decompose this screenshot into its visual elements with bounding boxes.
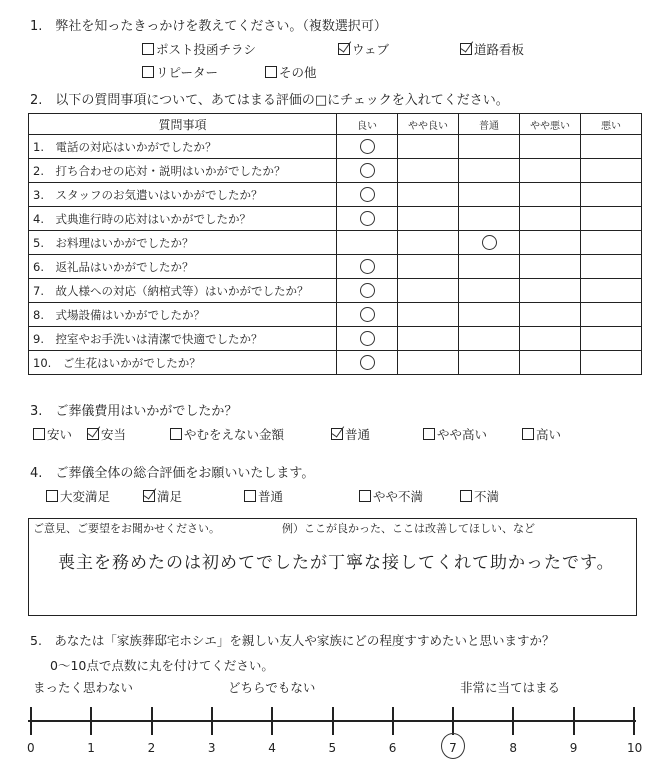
scale-label-low: まったく思わない bbox=[33, 680, 134, 695]
rating-cell[interactable] bbox=[459, 303, 520, 327]
rating-cell[interactable] bbox=[398, 279, 459, 303]
score-number[interactable]: 1 bbox=[87, 741, 95, 755]
q3-option-acceptable[interactable]: やむをえない金額 bbox=[170, 425, 284, 443]
rating-row bbox=[29, 279, 642, 303]
q2-heading: 2. 以下の質問事項について、あてはまる評価の□にチェックを入れてください。 bbox=[30, 93, 509, 108]
score-number[interactable]: 7 bbox=[449, 741, 457, 755]
rating-cell[interactable] bbox=[581, 351, 642, 375]
rating-cell[interactable] bbox=[520, 351, 581, 375]
rating-cell[interactable] bbox=[581, 255, 642, 279]
q1-option-billboard[interactable]: 道路看板 bbox=[460, 40, 524, 58]
score-tick bbox=[211, 707, 213, 735]
rating-cell[interactable] bbox=[581, 327, 642, 351]
checkbox[interactable] bbox=[33, 428, 45, 440]
checkbox-checked[interactable] bbox=[338, 43, 350, 55]
score-tick bbox=[573, 707, 575, 735]
rating-rows bbox=[29, 135, 642, 375]
score-number[interactable]: 3 bbox=[207, 741, 216, 755]
col-header-question: 質問事項 bbox=[29, 114, 337, 135]
score-number[interactable]: 0 bbox=[27, 741, 35, 755]
rating-cell[interactable] bbox=[459, 231, 520, 255]
rating-cell[interactable] bbox=[459, 327, 520, 351]
checkbox[interactable] bbox=[46, 490, 58, 502]
rating-question: 7. 故人様への対応（納棺式等）はいかがでしたか？ bbox=[29, 279, 337, 303]
rating-question: 4. 式典進行時の応対はいかがでしたか？ bbox=[29, 207, 337, 231]
rating-cell[interactable] bbox=[581, 279, 642, 303]
q1-option-other[interactable]: その他 bbox=[265, 63, 317, 81]
rating-cell[interactable] bbox=[581, 135, 642, 159]
q4-option-satisfied[interactable]: 満足 bbox=[143, 487, 182, 505]
rating-cell[interactable] bbox=[337, 183, 398, 207]
rating-question: 6. 返礼品はいかがでしたか？ bbox=[29, 255, 337, 279]
rating-question: 10. ご生花はいかがでしたか？ bbox=[29, 351, 337, 375]
checkbox[interactable] bbox=[522, 428, 534, 440]
score-tick bbox=[30, 707, 32, 735]
q5-instruction: 0〜10点で点数に丸を付けてください。 bbox=[50, 658, 274, 673]
rating-row bbox=[29, 183, 642, 207]
q4-option-very-satisfied[interactable]: 大変満足 bbox=[46, 487, 110, 505]
rating-cell[interactable] bbox=[337, 255, 398, 279]
score-tick bbox=[512, 707, 514, 735]
checkbox-checked[interactable] bbox=[87, 428, 99, 440]
rating-row bbox=[29, 231, 642, 255]
q4-option-dissatisfied[interactable]: 不満 bbox=[460, 487, 499, 505]
q3-option-cheap[interactable]: 安い bbox=[33, 425, 72, 443]
rating-question: 1. 電話の対応はいかがでしたか？ bbox=[29, 135, 337, 159]
rating-cell[interactable] bbox=[520, 207, 581, 231]
rating-question: 5. お料理はいかがでしたか？ bbox=[29, 231, 337, 255]
rating-cell[interactable] bbox=[581, 207, 642, 231]
circle-mark bbox=[360, 163, 375, 178]
rating-cell[interactable] bbox=[581, 183, 642, 207]
rating-cell[interactable] bbox=[337, 351, 398, 375]
checkbox[interactable] bbox=[423, 428, 435, 440]
circle-mark bbox=[360, 211, 375, 226]
rating-question: 8. 式場設備はいかがでしたか？ bbox=[29, 303, 337, 327]
circle-mark bbox=[360, 283, 375, 298]
q3-option-fairly-high[interactable]: やや高い bbox=[423, 425, 487, 443]
q4-option-normal[interactable]: 普通 bbox=[244, 487, 283, 505]
checkbox[interactable] bbox=[170, 428, 182, 440]
rating-question: 9. 控室やお手洗いは清潔で快適でしたか？ bbox=[29, 327, 337, 351]
q1-heading: 1. 弊社を知ったきっかけを教えてください。（複数選択可） bbox=[30, 19, 387, 34]
rating-cell[interactable] bbox=[581, 303, 642, 327]
rating-cell[interactable] bbox=[398, 327, 459, 351]
rating-cell[interactable] bbox=[398, 183, 459, 207]
rating-question: 3. スタッフのお気遣いはいかがでしたか？ bbox=[29, 183, 337, 207]
score-tick bbox=[633, 707, 635, 735]
score-tick bbox=[271, 707, 273, 735]
rating-cell[interactable] bbox=[520, 327, 581, 351]
circle-mark bbox=[360, 355, 375, 370]
rating-cell[interactable] bbox=[459, 159, 520, 183]
checkbox[interactable] bbox=[142, 43, 154, 55]
score-number[interactable]: 6 bbox=[388, 741, 397, 755]
col-header-good: 良い bbox=[337, 114, 398, 135]
q3-heading: 3. ご葬儀費用はいかがでしたか？ bbox=[30, 404, 238, 419]
scale-label-high: 非常に当てはまる bbox=[460, 680, 561, 695]
score-tick bbox=[151, 707, 153, 735]
score-tick bbox=[332, 707, 334, 735]
circle-mark bbox=[360, 331, 375, 346]
rating-row bbox=[29, 159, 642, 183]
comment-text[interactable]: 喪主を務めたのは初めてでしたが丁寧な接してくれて助かったです。 bbox=[58, 553, 615, 573]
rating-row bbox=[29, 303, 642, 327]
col-header-fairly-good: やや良い bbox=[398, 114, 459, 135]
rating-cell[interactable] bbox=[398, 255, 459, 279]
rating-cell[interactable] bbox=[459, 135, 520, 159]
circle-mark bbox=[360, 187, 375, 202]
rating-cell[interactable] bbox=[398, 135, 459, 159]
rating-cell[interactable] bbox=[337, 279, 398, 303]
selected-score-circle bbox=[441, 733, 465, 759]
rating-row bbox=[29, 207, 642, 231]
score-tick bbox=[452, 707, 454, 735]
rating-row bbox=[29, 351, 642, 375]
q4-option-slightly-dissatisfied[interactable]: やや不満 bbox=[359, 487, 423, 505]
rating-cell[interactable] bbox=[398, 351, 459, 375]
col-header-normal: 普通 bbox=[459, 114, 520, 135]
rating-cell[interactable] bbox=[520, 255, 581, 279]
rating-table bbox=[28, 113, 642, 375]
col-header-bad: 悪い bbox=[581, 114, 642, 135]
rating-row bbox=[29, 135, 642, 159]
comment-example: 例）ここが良かった、ここは改善してほしい、など bbox=[282, 522, 535, 535]
checkbox[interactable] bbox=[142, 66, 154, 78]
checkbox-checked[interactable] bbox=[143, 490, 155, 502]
comment-label: ご意見、ご要望をお聞かせください。 bbox=[33, 522, 220, 535]
q1-option-repeater[interactable]: リピーター bbox=[142, 63, 218, 81]
q4-heading: 4. ご葬儀全体の総合評価をお願いいたします。 bbox=[30, 466, 315, 481]
rating-cell[interactable] bbox=[398, 159, 459, 183]
rating-cell[interactable] bbox=[337, 327, 398, 351]
q1-option-web[interactable]: ウェブ bbox=[338, 40, 389, 58]
score-number[interactable]: 5 bbox=[328, 741, 337, 755]
rating-cell[interactable] bbox=[398, 207, 459, 231]
scale-label-mid: どちらでもない bbox=[228, 680, 316, 695]
score-tick bbox=[392, 707, 394, 735]
q3-option-reasonable[interactable]: 安当 bbox=[87, 425, 126, 443]
circle-mark bbox=[360, 139, 375, 154]
rating-cell[interactable] bbox=[520, 183, 581, 207]
col-header-fairly-bad: やや悪い bbox=[520, 114, 581, 135]
rating-cell[interactable] bbox=[520, 159, 581, 183]
rating-cell[interactable] bbox=[459, 279, 520, 303]
q3-option-normal[interactable]: 普通 bbox=[331, 425, 370, 443]
rating-cell[interactable] bbox=[337, 207, 398, 231]
rating-header-row bbox=[29, 114, 642, 135]
circle-mark bbox=[482, 235, 497, 250]
rating-question: 2. 打ち合わせの応対・説明はいかがでしたか？ bbox=[29, 159, 337, 183]
rating-cell[interactable] bbox=[581, 159, 642, 183]
rating-row bbox=[29, 327, 642, 351]
checkbox-checked[interactable] bbox=[460, 43, 472, 55]
rating-cell[interactable] bbox=[459, 207, 520, 231]
rating-cell[interactable] bbox=[459, 255, 520, 279]
score-number[interactable]: 9 bbox=[569, 741, 578, 755]
q5-heading: 5. あなたは「家族葬邸宅ホシエ」を親しい友人や家族にどの程度すすめたいと思いますか？ bbox=[30, 633, 555, 648]
score-number[interactable]: 2 bbox=[147, 741, 156, 755]
rating-cell[interactable] bbox=[459, 183, 520, 207]
rating-cell[interactable] bbox=[337, 231, 398, 255]
rating-cell[interactable] bbox=[520, 135, 581, 159]
rating-cell[interactable] bbox=[337, 159, 398, 183]
rating-cell[interactable] bbox=[520, 303, 581, 327]
rating-cell[interactable] bbox=[337, 303, 398, 327]
checkbox[interactable] bbox=[265, 66, 277, 78]
checkbox[interactable] bbox=[460, 490, 472, 502]
rating-cell[interactable] bbox=[398, 303, 459, 327]
rating-cell[interactable] bbox=[581, 231, 642, 255]
circle-mark bbox=[360, 307, 375, 322]
rating-cell[interactable] bbox=[337, 135, 398, 159]
circle-mark bbox=[360, 259, 375, 274]
score-number[interactable]: 4 bbox=[268, 741, 276, 755]
rating-cell[interactable] bbox=[520, 279, 581, 303]
rating-cell[interactable] bbox=[459, 351, 520, 375]
rating-row bbox=[29, 255, 642, 279]
rating-cell[interactable] bbox=[520, 231, 581, 255]
checkbox[interactable] bbox=[359, 490, 371, 502]
q1-option-flyer[interactable]: ポスト投函チラシ bbox=[142, 40, 256, 58]
checkbox[interactable] bbox=[244, 490, 256, 502]
score-number[interactable]: 8 bbox=[509, 741, 518, 755]
score-number[interactable]: 10 bbox=[627, 741, 643, 755]
checkbox-checked[interactable] bbox=[331, 428, 343, 440]
score-tick bbox=[90, 707, 92, 735]
q3-option-high[interactable]: 高い bbox=[522, 425, 561, 443]
rating-cell[interactable] bbox=[398, 231, 459, 255]
